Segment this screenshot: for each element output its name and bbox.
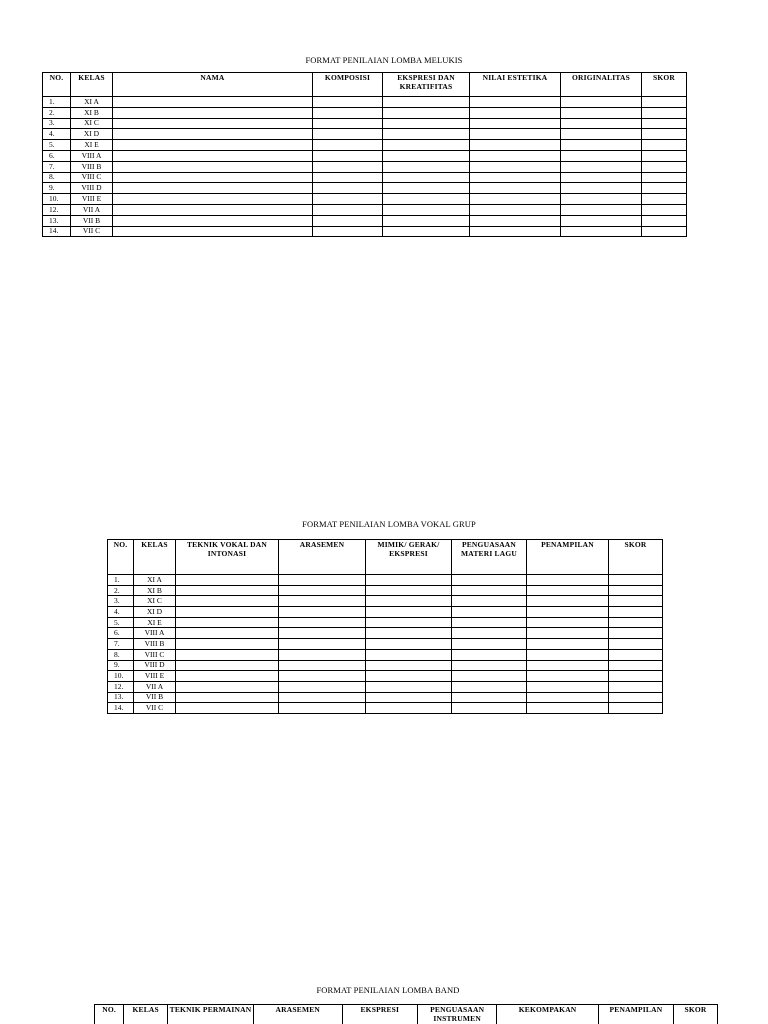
score-cell[interactable] <box>366 617 452 628</box>
score-cell[interactable] <box>642 204 687 215</box>
score-cell[interactable] <box>383 129 470 140</box>
header-kelas: KELAS <box>71 73 113 97</box>
score-cell[interactable] <box>609 585 663 596</box>
table-row <box>108 607 663 618</box>
header-mimik-gerak-ekspresi: MIMIK/ GERAK/ EKSPRESI <box>366 540 452 575</box>
score-cell[interactable] <box>383 97 470 108</box>
row-number: 4. <box>43 129 71 140</box>
score-cell[interactable] <box>609 671 663 682</box>
header-penampilan: PENAMPILAN <box>527 540 609 575</box>
score-cell[interactable] <box>452 671 527 682</box>
row-kelas: XI D <box>134 607 176 618</box>
row-number: 6. <box>108 628 134 639</box>
score-cell[interactable] <box>452 649 527 660</box>
score-cell[interactable] <box>609 575 663 586</box>
score-cell[interactable] <box>383 140 470 151</box>
score-cell[interactable] <box>113 215 313 226</box>
score-cell[interactable] <box>313 97 383 108</box>
score-cell[interactable] <box>279 607 366 618</box>
table-row <box>108 628 663 639</box>
score-cell[interactable] <box>383 161 470 172</box>
row-kelas: VII B <box>134 692 176 703</box>
score-cell[interactable] <box>176 681 279 692</box>
header-nama: NAMA <box>113 73 313 97</box>
score-cell[interactable] <box>366 660 452 671</box>
score-cell[interactable] <box>609 596 663 607</box>
row-number: 6. <box>43 150 71 161</box>
score-cell[interactable] <box>279 671 366 682</box>
row-number: 8. <box>43 172 71 183</box>
score-cell[interactable] <box>113 172 313 183</box>
score-cell[interactable] <box>366 628 452 639</box>
score-cell[interactable] <box>527 596 609 607</box>
score-cell[interactable] <box>313 150 383 161</box>
band-header-row <box>95 1005 718 1024</box>
row-kelas: VIII D <box>71 183 113 194</box>
score-cell[interactable] <box>313 172 383 183</box>
score-cell[interactable] <box>642 140 687 151</box>
score-cell[interactable] <box>313 194 383 205</box>
score-cell[interactable] <box>452 607 527 618</box>
table-row <box>108 692 663 703</box>
score-cell[interactable] <box>561 140 642 151</box>
header-skor: SKOR <box>674 1005 718 1024</box>
score-cell[interactable] <box>642 194 687 205</box>
row-number: 12. <box>108 681 134 692</box>
score-cell[interactable] <box>313 204 383 215</box>
row-kelas: VII A <box>134 681 176 692</box>
score-cell[interactable] <box>176 596 279 607</box>
score-cell[interactable] <box>113 140 313 151</box>
score-cell[interactable] <box>470 97 561 108</box>
score-cell[interactable] <box>452 692 527 703</box>
header-kekompakan: KEKOMPAKAN <box>497 1005 598 1024</box>
score-cell[interactable] <box>452 639 527 650</box>
header-penampilan: PENAMPILAN <box>598 1005 673 1024</box>
score-cell[interactable] <box>279 703 366 714</box>
score-cell[interactable] <box>383 172 470 183</box>
score-cell[interactable] <box>609 617 663 628</box>
score-cell[interactable] <box>527 681 609 692</box>
row-kelas: VII C <box>134 703 176 714</box>
score-cell[interactable] <box>366 671 452 682</box>
table-row <box>108 596 663 607</box>
score-cell[interactable] <box>313 140 383 151</box>
score-cell[interactable] <box>561 97 642 108</box>
row-kelas: VIII E <box>71 194 113 205</box>
score-cell[interactable] <box>452 596 527 607</box>
row-number: 8. <box>108 649 134 660</box>
score-cell[interactable] <box>313 161 383 172</box>
score-cell[interactable] <box>313 226 383 237</box>
table-row <box>108 649 663 660</box>
table-row <box>43 129 687 140</box>
score-cell[interactable] <box>470 129 561 140</box>
row-kelas: VIII C <box>134 649 176 660</box>
score-cell[interactable] <box>366 585 452 596</box>
score-cell[interactable] <box>313 215 383 226</box>
table-row <box>108 681 663 692</box>
row-number: 12. <box>43 204 71 215</box>
table-row <box>43 172 687 183</box>
row-number: 10. <box>43 194 71 205</box>
header-penguasaan-instrumen: PENGUASAAN INSTRUMEN <box>417 1005 496 1024</box>
score-cell[interactable] <box>470 118 561 129</box>
score-cell[interactable] <box>279 639 366 650</box>
score-cell[interactable] <box>561 107 642 118</box>
table-row <box>43 150 687 161</box>
score-cell[interactable] <box>609 607 663 618</box>
score-cell[interactable] <box>279 575 366 586</box>
row-kelas: XI B <box>134 585 176 596</box>
score-cell[interactable] <box>642 118 687 129</box>
score-cell[interactable] <box>527 628 609 639</box>
score-cell[interactable] <box>366 681 452 692</box>
score-cell[interactable] <box>113 204 313 215</box>
row-number: 9. <box>43 183 71 194</box>
row-kelas: XI A <box>71 97 113 108</box>
header-teknik-permainan: TEKNIK PERMAINAN <box>168 1005 254 1024</box>
header-arasemen: ARASEMEN <box>253 1005 342 1024</box>
score-cell[interactable] <box>452 628 527 639</box>
row-kelas: XI A <box>134 575 176 586</box>
score-cell[interactable] <box>470 183 561 194</box>
score-cell[interactable] <box>561 215 642 226</box>
header-ekspresi: EKSPRESI <box>342 1005 417 1024</box>
row-kelas: VII A <box>71 204 113 215</box>
melukis-header-row <box>43 73 687 97</box>
table-row <box>43 161 687 172</box>
score-cell[interactable] <box>452 585 527 596</box>
score-cell[interactable] <box>313 129 383 140</box>
header-no: NO. <box>108 540 134 575</box>
melukis-table-body <box>43 97 687 237</box>
band-table <box>94 1004 718 1024</box>
header-arasemen: ARASEMEN <box>279 540 366 575</box>
header-no: NO. <box>95 1005 124 1024</box>
score-cell[interactable] <box>279 628 366 639</box>
score-cell[interactable] <box>383 194 470 205</box>
score-cell[interactable] <box>642 172 687 183</box>
table-row <box>108 671 663 682</box>
score-cell[interactable] <box>279 617 366 628</box>
row-number: 1. <box>43 97 71 108</box>
row-kelas: VIII B <box>71 161 113 172</box>
score-cell[interactable] <box>452 681 527 692</box>
melukis-table <box>42 72 687 237</box>
score-cell[interactable] <box>113 107 313 118</box>
table-row <box>108 575 663 586</box>
score-cell[interactable] <box>176 628 279 639</box>
score-cell[interactable] <box>609 681 663 692</box>
score-cell[interactable] <box>366 596 452 607</box>
score-cell[interactable] <box>313 183 383 194</box>
score-cell[interactable] <box>113 129 313 140</box>
header-skor: SKOR <box>609 540 663 575</box>
score-cell[interactable] <box>527 660 609 671</box>
score-cell[interactable] <box>176 703 279 714</box>
row-number: 13. <box>108 692 134 703</box>
score-cell[interactable] <box>383 215 470 226</box>
table-row <box>43 140 687 151</box>
score-cell[interactable] <box>279 585 366 596</box>
score-cell[interactable] <box>561 226 642 237</box>
row-kelas: VIII B <box>134 639 176 650</box>
score-cell[interactable] <box>313 107 383 118</box>
score-cell[interactable] <box>176 585 279 596</box>
row-kelas: XI C <box>71 118 113 129</box>
table-row <box>43 118 687 129</box>
score-cell[interactable] <box>366 649 452 660</box>
row-number: 7. <box>108 639 134 650</box>
row-kelas: VIII A <box>134 628 176 639</box>
table-row <box>43 215 687 226</box>
score-cell[interactable] <box>561 150 642 161</box>
score-cell[interactable] <box>609 628 663 639</box>
score-cell[interactable] <box>452 703 527 714</box>
row-kelas: XI E <box>71 140 113 151</box>
score-cell[interactable] <box>176 639 279 650</box>
score-cell[interactable] <box>561 161 642 172</box>
score-cell[interactable] <box>470 226 561 237</box>
row-number: 14. <box>108 703 134 714</box>
table-row <box>108 617 663 628</box>
row-number: 9. <box>108 660 134 671</box>
row-number: 2. <box>43 107 71 118</box>
row-kelas: VIII A <box>71 150 113 161</box>
score-cell[interactable] <box>366 639 452 650</box>
row-kelas: XI E <box>134 617 176 628</box>
score-cell[interactable] <box>279 649 366 660</box>
score-cell[interactable] <box>527 692 609 703</box>
row-number: 1. <box>108 575 134 586</box>
row-kelas: VIII E <box>134 671 176 682</box>
score-cell[interactable] <box>366 575 452 586</box>
row-kelas: VIII C <box>71 172 113 183</box>
score-cell[interactable] <box>642 150 687 161</box>
row-kelas: VII C <box>71 226 113 237</box>
score-cell[interactable] <box>176 692 279 703</box>
score-cell[interactable] <box>113 194 313 205</box>
score-cell[interactable] <box>561 194 642 205</box>
score-cell[interactable] <box>527 671 609 682</box>
table-row <box>108 639 663 650</box>
row-number: 3. <box>43 118 71 129</box>
score-cell[interactable] <box>383 226 470 237</box>
header-no: NO. <box>43 73 71 97</box>
table-row <box>43 194 687 205</box>
score-cell[interactable] <box>176 607 279 618</box>
score-cell[interactable] <box>470 161 561 172</box>
score-cell[interactable] <box>470 140 561 151</box>
score-cell[interactable] <box>176 617 279 628</box>
score-cell[interactable] <box>561 118 642 129</box>
table-row <box>43 226 687 237</box>
score-cell[interactable] <box>113 161 313 172</box>
score-cell[interactable] <box>279 681 366 692</box>
score-cell[interactable] <box>470 172 561 183</box>
score-cell[interactable] <box>313 118 383 129</box>
score-cell[interactable] <box>470 150 561 161</box>
score-cell[interactable] <box>561 129 642 140</box>
score-cell[interactable] <box>113 118 313 129</box>
score-cell[interactable] <box>642 97 687 108</box>
header-skor: SKOR <box>642 73 687 97</box>
score-cell[interactable] <box>470 107 561 118</box>
score-cell[interactable] <box>452 617 527 628</box>
score-cell[interactable] <box>452 660 527 671</box>
score-cell[interactable] <box>642 107 687 118</box>
score-cell[interactable] <box>383 183 470 194</box>
score-cell[interactable] <box>527 575 609 586</box>
score-cell[interactable] <box>642 161 687 172</box>
score-cell[interactable] <box>366 703 452 714</box>
header-kelas: KELAS <box>134 540 176 575</box>
score-cell[interactable] <box>176 660 279 671</box>
score-cell[interactable] <box>527 617 609 628</box>
score-cell[interactable] <box>113 226 313 237</box>
score-cell[interactable] <box>561 172 642 183</box>
score-cell[interactable] <box>279 596 366 607</box>
score-cell[interactable] <box>470 194 561 205</box>
table-row <box>43 97 687 108</box>
row-kelas: XI B <box>71 107 113 118</box>
table-row <box>108 703 663 714</box>
score-cell[interactable] <box>113 150 313 161</box>
header-penguasaan-materi: PENGUASAAN MATERI LAGU <box>452 540 527 575</box>
header-komposisi: KOMPOSISI <box>313 73 383 97</box>
score-cell[interactable] <box>176 671 279 682</box>
score-cell[interactable] <box>609 649 663 660</box>
score-cell[interactable] <box>366 607 452 618</box>
score-cell[interactable] <box>176 649 279 660</box>
score-cell[interactable] <box>113 183 313 194</box>
row-number: 3. <box>108 596 134 607</box>
score-cell[interactable] <box>527 585 609 596</box>
header-originalitas: ORIGINALITAS <box>561 73 642 97</box>
vokal-table <box>107 539 663 714</box>
score-cell[interactable] <box>366 692 452 703</box>
score-cell[interactable] <box>642 215 687 226</box>
table-row <box>108 660 663 671</box>
score-cell[interactable] <box>470 204 561 215</box>
row-number: 7. <box>43 161 71 172</box>
score-cell[interactable] <box>383 118 470 129</box>
score-cell[interactable] <box>279 692 366 703</box>
row-number: 13. <box>43 215 71 226</box>
table-row <box>43 183 687 194</box>
header-nilai-estetika: NILAI ESTETIKA <box>470 73 561 97</box>
score-cell[interactable] <box>609 660 663 671</box>
score-cell[interactable] <box>642 129 687 140</box>
header-ekspresi-kreatifitas: EKSPRESI DAN KREATIFITAS <box>383 73 470 97</box>
table-row <box>43 107 687 118</box>
score-cell[interactable] <box>561 204 642 215</box>
score-cell[interactable] <box>642 183 687 194</box>
score-cell[interactable] <box>527 607 609 618</box>
vokal-header-row <box>108 540 663 575</box>
row-kelas: XI C <box>134 596 176 607</box>
score-cell[interactable] <box>527 649 609 660</box>
vokal-title: FORMAT PENILAIAN LOMBA VOKAL GRUP <box>302 519 476 529</box>
table-row <box>108 585 663 596</box>
row-number: 14. <box>43 226 71 237</box>
row-kelas: VIII D <box>134 660 176 671</box>
melukis-title: FORMAT PENILAIAN LOMBA MELUKIS <box>305 55 463 65</box>
row-number: 2. <box>108 585 134 596</box>
header-kelas: KELAS <box>124 1005 168 1024</box>
score-cell[interactable] <box>383 107 470 118</box>
vokal-table-body <box>108 575 663 714</box>
row-kelas: XI D <box>71 129 113 140</box>
score-cell[interactable] <box>176 575 279 586</box>
score-cell[interactable] <box>383 204 470 215</box>
score-cell[interactable] <box>527 703 609 714</box>
score-cell[interactable] <box>609 692 663 703</box>
row-number: 10. <box>108 671 134 682</box>
score-cell[interactable] <box>452 575 527 586</box>
score-cell[interactable] <box>383 150 470 161</box>
score-cell[interactable] <box>561 183 642 194</box>
row-kelas: VII B <box>71 215 113 226</box>
header-teknik-vokal: TEKNIK VOKAL DAN INTONASI <box>176 540 279 575</box>
score-cell[interactable] <box>470 215 561 226</box>
row-number: 4. <box>108 607 134 618</box>
score-cell[interactable] <box>642 226 687 237</box>
row-number: 5. <box>108 617 134 628</box>
score-cell[interactable] <box>527 639 609 650</box>
row-number: 5. <box>43 140 71 151</box>
score-cell[interactable] <box>609 639 663 650</box>
score-cell[interactable] <box>113 97 313 108</box>
score-cell[interactable] <box>279 660 366 671</box>
table-row <box>43 204 687 215</box>
band-title: FORMAT PENILAIAN LOMBA BAND <box>316 985 460 995</box>
score-cell[interactable] <box>609 703 663 714</box>
